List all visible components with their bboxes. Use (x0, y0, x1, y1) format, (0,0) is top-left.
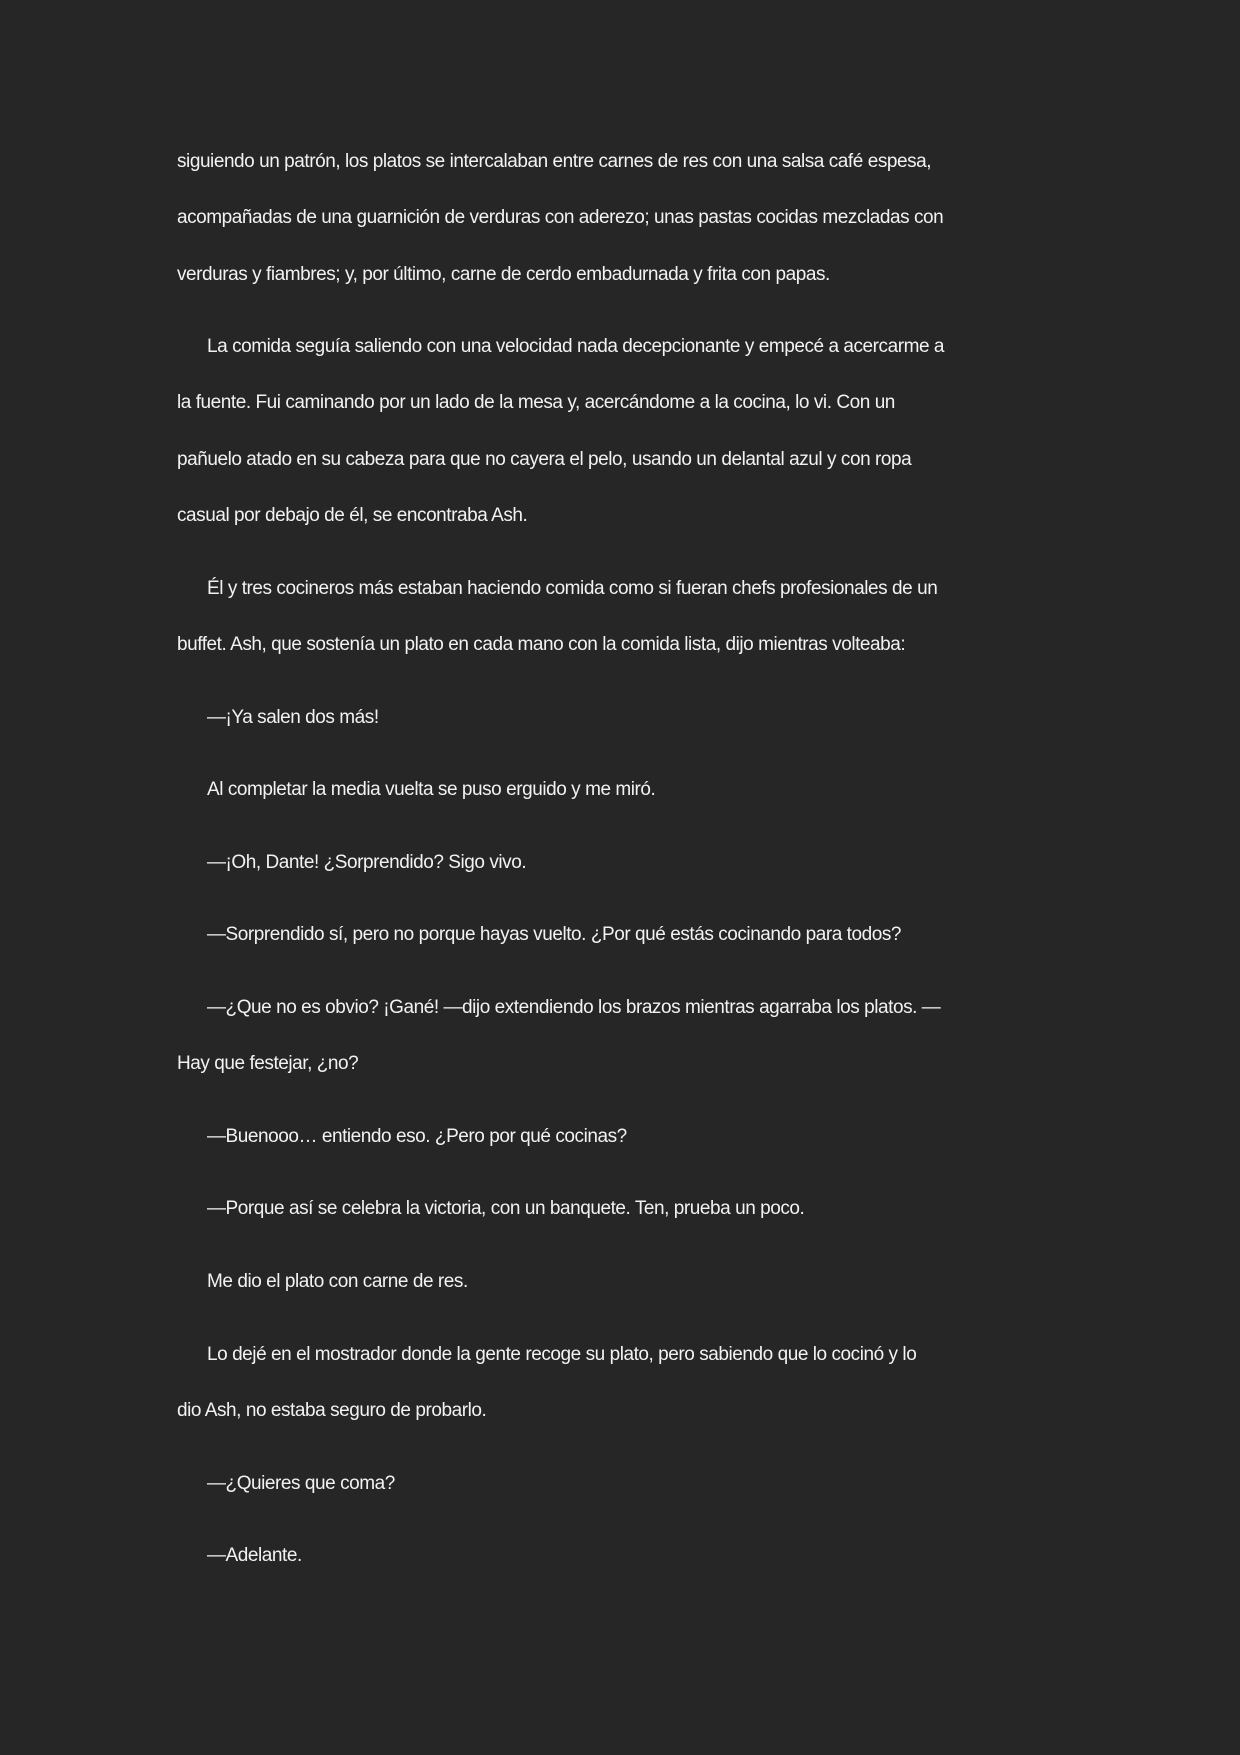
paragraph (177, 1456, 1057, 1512)
paragraph (177, 907, 1057, 963)
text-line: —¿Quieres que coma? (207, 1472, 395, 1494)
text-line: dio Ash, no estaba seguro de probarlo. (177, 1399, 487, 1421)
text-line: —Buenooo… entiendo eso. ¿Pero por qué cocinas? (207, 1125, 627, 1147)
text-line: —Sorprendido sí, pero no porque hayas vuelto. ¿Por qué estás cocinando para todos? (207, 924, 902, 946)
paragraph (177, 1181, 1057, 1237)
text-line: buffet. Ash, que sostenía un plato en cada mano con la comida lista, dijo mientras volteaba: (177, 633, 906, 655)
text-line: La comida seguía saliendo con una velocidad nada decepcionante y empecé a acercarme a (207, 336, 945, 358)
text-line: Me dio el plato con carne de res. (207, 1271, 468, 1293)
text-line: —¡Ya salen dos más! (207, 706, 379, 728)
paragraph (177, 134, 1057, 303)
text-line: casual por debajo de él, se encontraba Ash. (177, 505, 528, 527)
text-line: siguiendo un patrón, los platos se intercalaban entre carnes de res con una salsa café espesa, (177, 151, 932, 172)
text-line: —Adelante. (207, 1545, 302, 1567)
document-page (177, 134, 1057, 1601)
text-line: pañuelo atado en su cabeza para que no cayera el pelo, usando un delantal azul y con ropa (177, 448, 912, 470)
paragraph (177, 690, 1057, 746)
paragraph (177, 762, 1057, 818)
text-line: Al completar la media vuelta se puso erguido y me miró. (207, 779, 656, 801)
paragraph (177, 319, 1057, 544)
text-line: Él y tres cocineros más estaban haciendo comida como si fueran chefs profesionales de un (207, 577, 938, 599)
text-line: Hay que festejar, ¿no? (177, 1053, 359, 1075)
paragraph (177, 835, 1057, 891)
paragraph (177, 1327, 1057, 1440)
text-line: verduras y fiambres; y, por último, carne de cerdo embadurnada y frita con papas. (177, 263, 830, 285)
text-line: —¡Oh, Dante! ¿Sorprendido? Sigo vivo. (207, 851, 527, 873)
paragraph (177, 980, 1057, 1093)
paragraph (177, 1254, 1057, 1310)
text-line: —Porque así se celebra la victoria, con un banquete. Ten, prueba un poco. (207, 1198, 805, 1220)
text-line: —¿Que no es obvio? ¡Gané! —dijo extendiendo los brazos mientras agarraba los platos. — (207, 996, 941, 1018)
text-line: la fuente. Fui caminando por un lado de la mesa y, acercándome a la cocina, lo vi. Con un (177, 392, 895, 414)
text-line: Lo dejé en el mostrador donde la gente recoge su plato, pero sabiendo que lo cocinó y lo (207, 1343, 917, 1365)
paragraph (177, 1109, 1057, 1165)
text-line: acompañadas de una guarnición de verduras con aderezo; unas pastas cocidas mezcladas con (177, 207, 944, 229)
paragraph (177, 1528, 1057, 1584)
paragraph (177, 561, 1057, 674)
